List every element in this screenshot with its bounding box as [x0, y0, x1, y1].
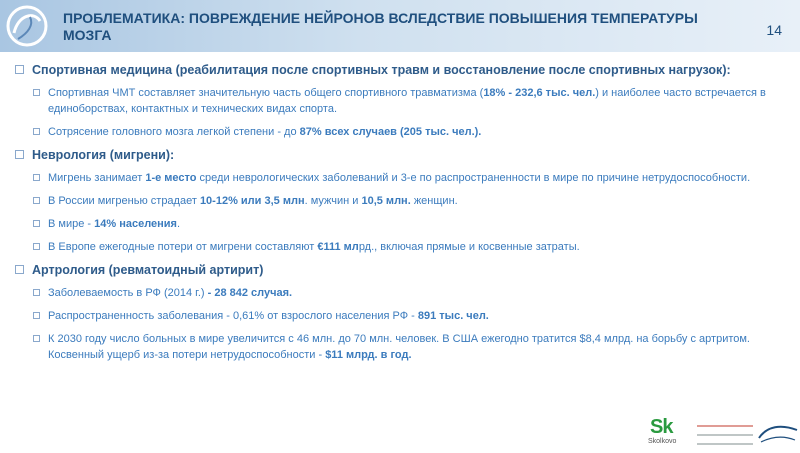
skolkovo-label: Skolkovo [648, 438, 677, 445]
baikal-logo [757, 420, 799, 446]
list-item: Мигрень занимает 1-е место среди неврологических заболеваний и 3-е по распространенности в мире по причине нетрудоспособности. [14, 170, 786, 186]
asi-logo [695, 422, 755, 448]
section-heading: Спортивная медицина (реабилитация после спортивных травм и восстановление после спортивных нагрузок): [14, 62, 786, 79]
square-bullet-icon [33, 174, 40, 181]
skolkovo-logo [648, 416, 682, 450]
list-item: Сотрясение головного мозга легкой степени - до 87% всех случаев (205 тыс. чел.). [14, 124, 786, 140]
slide-content [14, 62, 786, 370]
square-bullet-icon [33, 312, 40, 319]
skolkovo-mark: Sk [650, 416, 673, 438]
section-arthrology [14, 262, 786, 363]
square-bullet-icon [33, 243, 40, 250]
square-bullet-icon [33, 335, 40, 342]
slide-header [0, 0, 800, 52]
list-item: В России мигренью страдает 10-12% или 3,5 млн. мужчин и 10,5 млн. женщин. [14, 193, 786, 209]
checkbox-bullet-icon [15, 265, 24, 274]
slide-title: ПРОБЛЕМАТИКА: ПОВРЕЖДЕНИЕ НЕЙРОНОВ ВСЛЕДСТВИЕ ПОВЫШЕНИЯ ТЕМПЕРАТУРЫ МОЗГА [63, 10, 698, 43]
checkbox-bullet-icon [15, 150, 24, 159]
list-item: В мире - 14% населения. [14, 216, 786, 232]
square-bullet-icon [33, 289, 40, 296]
company-logo [4, 3, 50, 49]
checkbox-bullet-icon [15, 65, 24, 74]
list-item: Спортивная ЧМТ составляет значительную часть общего спортивного травматизма (18% - 232,6 тыс. чел.) и наиболее часто встречается в единоборствах, контактных и технических видах спорта. [14, 85, 786, 117]
square-bullet-icon [33, 89, 40, 96]
section-sports-medicine [14, 62, 786, 140]
square-bullet-icon [33, 128, 40, 135]
page-number: 14 [766, 22, 782, 38]
list-item: Заболеваемость в РФ (2014 г.) - 28 842 случая. [14, 285, 786, 301]
section-neurology [14, 147, 786, 255]
section-heading: Неврология (мигрени): [14, 147, 786, 164]
square-bullet-icon [33, 220, 40, 227]
section-heading: Артрология (ревматоидный артирит) [14, 262, 786, 279]
square-bullet-icon [33, 197, 40, 204]
list-item: Распространенность заболевания - 0,61% от взрослого населения РФ - 891 тыс. чел. [14, 308, 786, 324]
list-item: К 2030 году число больных в мире увеличится с 46 млн. до 70 млн. человек. В США ежегодно тратится $8,4 млрд. на борьбу с артритом. Косвенный ущерб из-за потери нетрудоспособности - $11 млрд. в год. [14, 331, 786, 363]
partner-logos [640, 416, 800, 450]
list-item: В Европе ежегодные потери от мигрени составляют €111 млрд., включая прямые и косвенные затраты. [14, 239, 786, 255]
